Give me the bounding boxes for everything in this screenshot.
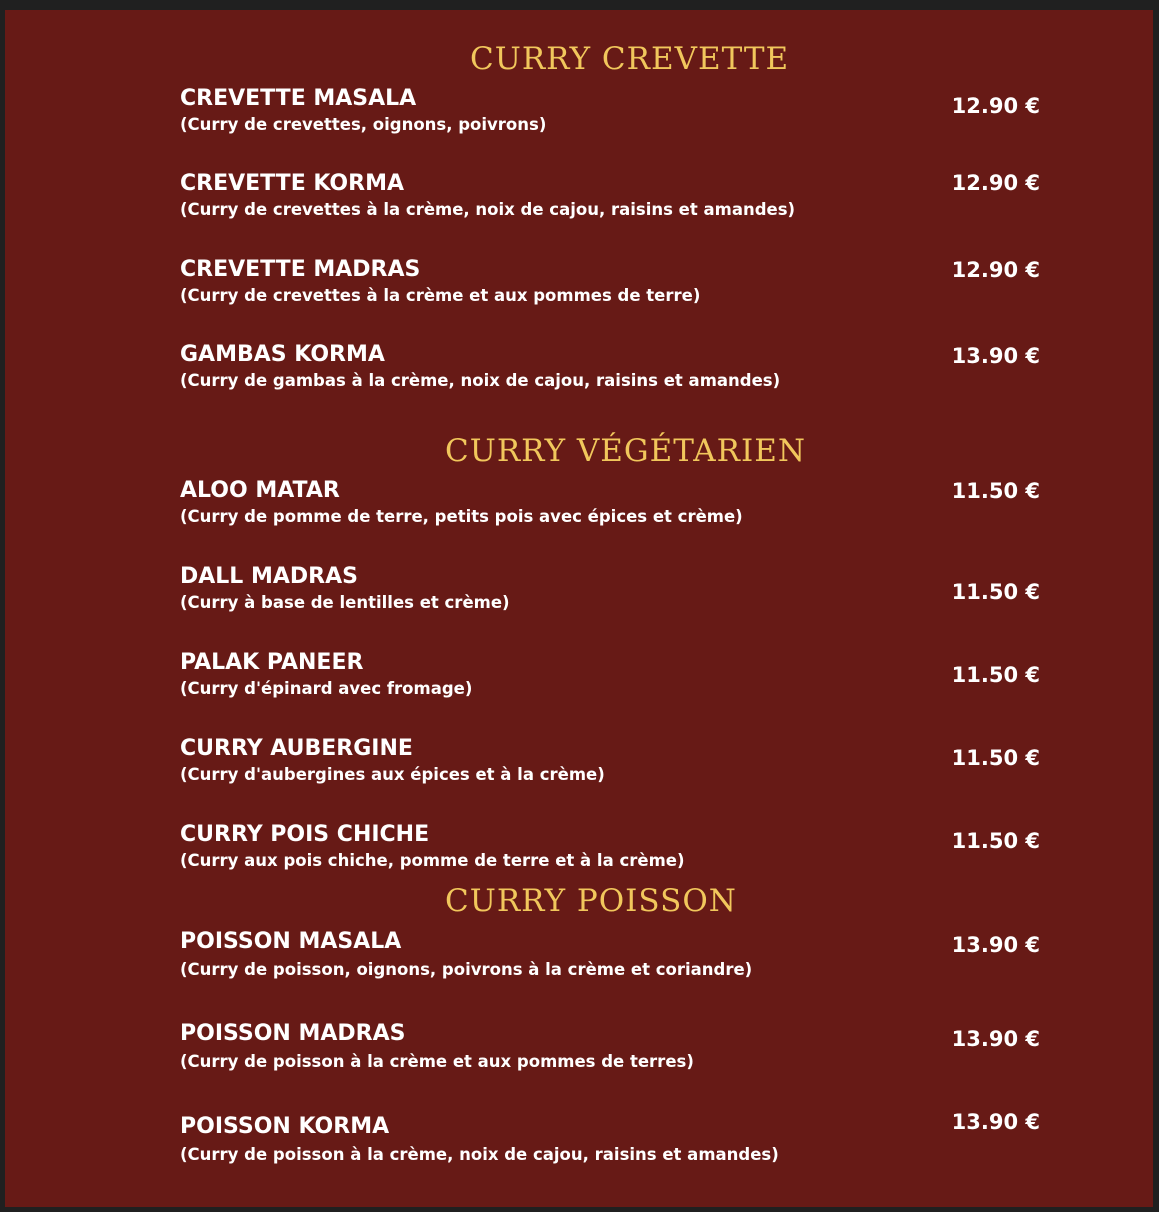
- item-description: (Curry de crevettes, oignons, poivrons): [180, 115, 547, 134]
- item-description: (Curry d'aubergines aux épices et à la crème): [180, 765, 605, 784]
- item-price: 13.90 €: [951, 933, 1040, 957]
- item-description: (Curry de crevettes à la crème, noix de cajou, raisins et amandes): [180, 200, 796, 219]
- item-name: PALAK PANEER: [180, 650, 364, 675]
- item-price: 13.90 €: [951, 1110, 1040, 1134]
- item-name: CREVETTE KORMA: [180, 171, 404, 196]
- item-price: 11.50 €: [951, 663, 1040, 687]
- item-name: CREVETTE MADRAS: [180, 257, 421, 282]
- section-title-curry-crevette: CURRY CREVETTE: [470, 41, 790, 77]
- menu-panel: [5, 10, 1153, 1207]
- item-description: (Curry de crevettes à la crème et aux pommes de terre): [180, 286, 701, 305]
- item-name: GAMBAS KORMA: [180, 342, 385, 367]
- item-description: (Curry de poisson à la crème et aux pommes de terres): [180, 1052, 694, 1071]
- item-price: 11.50 €: [951, 829, 1040, 853]
- item-description: (Curry de poisson, oignons, poivrons à la crème et coriandre): [180, 960, 753, 979]
- item-price: 13.90 €: [951, 344, 1040, 368]
- item-description: (Curry de pomme de terre, petits pois avec épices et crème): [180, 507, 743, 526]
- item-description: (Curry de poisson à la crème, noix de cajou, raisins et amandes): [180, 1145, 779, 1164]
- item-name: CURRY POIS CHICHE: [180, 822, 430, 847]
- item-price: 13.90 €: [951, 1027, 1040, 1051]
- item-name: POISSON KORMA: [180, 1114, 390, 1139]
- item-description: (Curry à base de lentilles et crème): [180, 593, 510, 612]
- item-name: DALL MADRAS: [180, 564, 358, 589]
- item-price: 12.90 €: [951, 171, 1040, 195]
- item-name: POISSON MADRAS: [180, 1021, 406, 1046]
- section-title-curry-poisson: CURRY POISSON: [445, 883, 737, 919]
- item-description: (Curry d'épinard avec fromage): [180, 679, 473, 698]
- item-price: 11.50 €: [951, 746, 1040, 770]
- item-price: 11.50 €: [951, 479, 1040, 503]
- item-name: ALOO MATAR: [180, 478, 340, 503]
- item-price: 11.50 €: [951, 580, 1040, 604]
- item-name: POISSON MASALA: [180, 929, 402, 954]
- item-description: (Curry de gambas à la crème, noix de cajou, raisins et amandes): [180, 371, 781, 390]
- item-name: CREVETTE MASALA: [180, 86, 417, 111]
- section-title-curry-vegetarien: CURRY VÉGÉTARIEN: [445, 433, 807, 469]
- item-price: 12.90 €: [951, 258, 1040, 282]
- item-price: 12.90 €: [951, 94, 1040, 118]
- item-name: CURRY AUBERGINE: [180, 736, 413, 761]
- item-description: (Curry aux pois chiche, pomme de terre et à la crème): [180, 851, 685, 870]
